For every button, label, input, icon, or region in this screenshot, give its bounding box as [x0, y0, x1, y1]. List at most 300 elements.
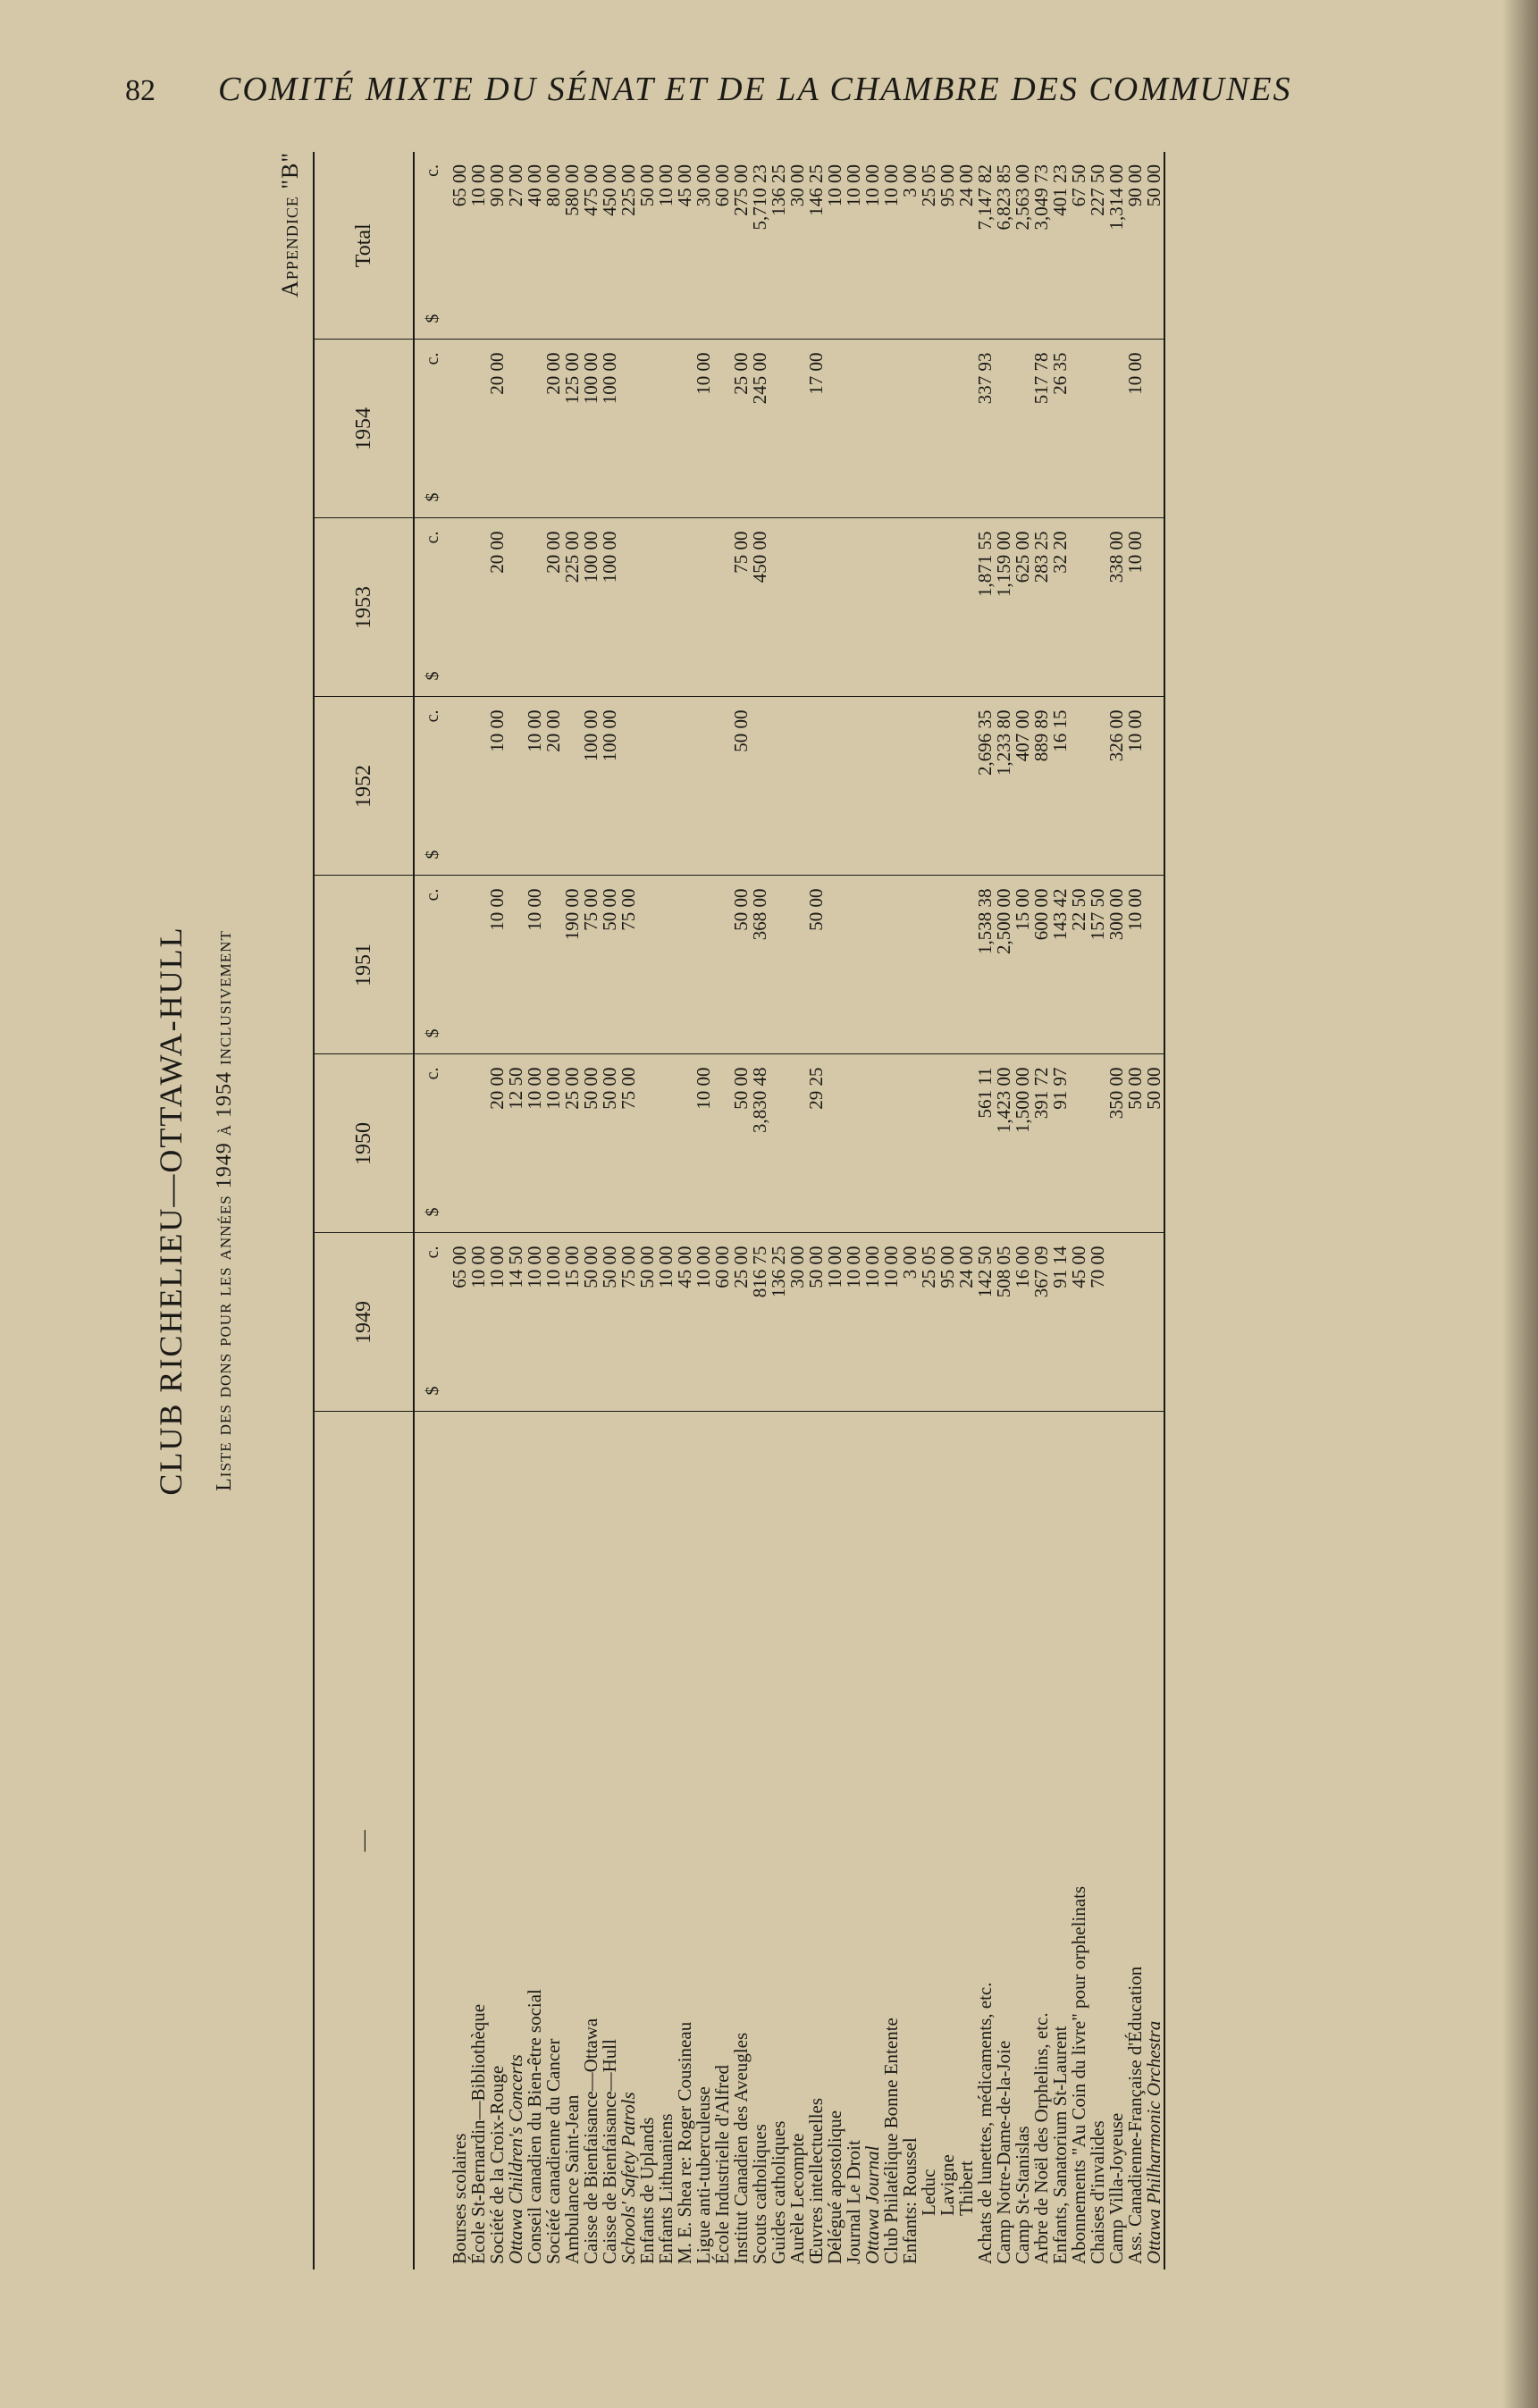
amount-cell: [863, 340, 882, 518]
amount-cell: 75 00: [619, 1054, 638, 1233]
amount-cell: 2,696 35: [976, 697, 995, 876]
amount-cell: [1145, 876, 1164, 1054]
amount-cell: 26 35: [1051, 340, 1070, 518]
units-row: [414, 152, 450, 2270]
amount-cell: 50 00: [732, 876, 751, 1054]
row-description: Société canadienne du Cancer: [542, 2038, 564, 2264]
appendix-label: Appendice "B": [277, 152, 303, 298]
amount-cell: 22 50: [1070, 876, 1088, 1054]
total-cell: 3 00: [899, 164, 920, 197]
amount-cell: [676, 518, 694, 697]
amount-cell: [657, 518, 676, 697]
amount-cell: [1070, 518, 1088, 697]
col-description: —: [314, 1412, 414, 2270]
amount-cell: [882, 518, 901, 697]
row-description: École St-Bernardin—Bibliothèque: [467, 2003, 489, 2264]
table-row: [826, 152, 845, 2270]
amount-cell: [694, 876, 713, 1054]
row-description: École Industrielle d'Alfred: [711, 2064, 733, 2264]
amount-cell: [619, 697, 638, 876]
amount-cell: 20 00: [488, 340, 507, 518]
table-row: [807, 152, 826, 2270]
amount-cell: [863, 876, 882, 1054]
amount-cell: 100 00: [582, 340, 601, 518]
row-description: Enfants Lithuaniens: [655, 2113, 677, 2264]
unit-cell: $ c.: [423, 164, 442, 323]
amount-cell: 50 00: [1145, 1054, 1164, 1233]
amount-cell: 15 00: [1013, 876, 1032, 1054]
col-total: Total: [314, 152, 414, 340]
row-description: Bourses scolaires: [449, 2133, 470, 2264]
amount-cell: [769, 1054, 788, 1233]
row-description: Aurèle Lecompte: [786, 2133, 808, 2264]
table-row: [1032, 152, 1051, 2270]
amount-cell: [845, 1054, 863, 1233]
amount-cell: 10 00: [882, 1233, 901, 1412]
amount-cell: 10 00: [525, 1054, 544, 1233]
amount-cell: 600 00: [1032, 876, 1051, 1054]
amount-cell: 338 00: [1107, 518, 1126, 697]
amount-cell: 70 00: [1088, 1233, 1107, 1412]
amount-cell: [901, 876, 920, 1054]
amount-cell: [507, 697, 525, 876]
table-row: [1051, 152, 1070, 2270]
row-description: Caisse de Bienfaisance—Hull: [599, 2039, 620, 2264]
amount-cell: 25 00: [732, 340, 751, 518]
row-description: Conseil canadien du Bien-être social: [524, 1989, 545, 2264]
amount-cell: [1070, 697, 1088, 876]
amount-cell: 283 25: [1032, 518, 1051, 697]
amount-cell: 100 00: [601, 697, 619, 876]
total-cell: 24 00: [955, 164, 977, 207]
table-row: [488, 152, 507, 2270]
total-cell: 2,563 00: [1012, 164, 1033, 231]
total-cell: 30 00: [786, 164, 808, 207]
amount-cell: [882, 697, 901, 876]
amount-cell: [1070, 1054, 1088, 1233]
table-bottom-rule: [1164, 152, 1181, 2270]
amount-cell: 50 00: [601, 1233, 619, 1412]
amount-cell: [657, 1054, 676, 1233]
total-cell: 275 00: [730, 164, 752, 216]
row-description: Ligue anti-tuberculeuse: [693, 2086, 714, 2264]
amount-cell: 350 00: [1107, 1054, 1126, 1233]
amount-cell: [525, 518, 544, 697]
col-1953: 1953: [314, 518, 414, 697]
total-cell: 580 00: [561, 164, 583, 216]
amount-cell: [957, 697, 976, 876]
table-row: [1088, 152, 1107, 2270]
table-row: [450, 152, 469, 2270]
amount-cell: 15 00: [563, 1233, 582, 1412]
amount-cell: 10 00: [544, 1233, 563, 1412]
amount-cell: [938, 518, 957, 697]
amount-cell: [1088, 1054, 1107, 1233]
amount-cell: [507, 876, 525, 1054]
amount-cell: [863, 697, 882, 876]
total-cell: 225 00: [618, 164, 639, 216]
total-cell: 475 00: [580, 164, 601, 216]
unit-cell: $ c.: [414, 697, 450, 876]
amount-cell: [1107, 1233, 1126, 1412]
amount-cell: [788, 340, 807, 518]
amount-cell: 100 00: [601, 340, 619, 518]
col-1949: 1949: [314, 1233, 414, 1412]
amount-cell: [507, 518, 525, 697]
amount-cell: [845, 518, 863, 697]
total-cell: 65 00: [449, 164, 470, 207]
amount-cell: [901, 518, 920, 697]
row-description: Camp Notre-Dame-de-la-Joie: [993, 2040, 1014, 2264]
amount-cell: 142 50: [976, 1233, 995, 1412]
amount-cell: [788, 1054, 807, 1233]
table-row: [769, 152, 788, 2270]
row-description: Ottawa Children's Concerts: [505, 2054, 526, 2264]
amount-cell: 50 00: [601, 1054, 619, 1233]
row-description: Institut Canadien des Aveugles: [730, 2032, 752, 2264]
amount-cell: 625 00: [1013, 518, 1032, 697]
amount-cell: [957, 1054, 976, 1233]
table-row: [938, 152, 957, 2270]
table-row: [563, 152, 582, 2270]
amount-cell: [676, 1054, 694, 1233]
amount-cell: 75 00: [732, 518, 751, 697]
amount-cell: [619, 340, 638, 518]
amount-cell: [469, 518, 488, 697]
amount-cell: 25 00: [563, 1054, 582, 1233]
amount-cell: 10 00: [525, 876, 544, 1054]
amount-cell: 561 11: [976, 1054, 995, 1233]
unit-cell: $ c.: [414, 1054, 450, 1233]
amount-cell: [1145, 518, 1164, 697]
amount-cell: [826, 1054, 845, 1233]
amount-cell: 300 00: [1107, 876, 1126, 1054]
total-cell: 10 00: [655, 164, 677, 207]
running-title: COMITÉ MIXTE DU SÉNAT ET DE LA CHAMBRE DES COMMUNES: [218, 71, 1292, 108]
table-row: [995, 152, 1013, 2270]
amount-cell: [638, 1054, 657, 1233]
amount-cell: [525, 340, 544, 518]
amount-cell: 20 00: [488, 1054, 507, 1233]
total-cell: 50 00: [1143, 164, 1164, 207]
total-cell: 30 00: [693, 164, 714, 207]
amount-cell: [920, 340, 938, 518]
amount-cell: 45 00: [1070, 1233, 1088, 1412]
row-description: Œuvres intellectuelles: [805, 2097, 827, 2264]
table-row: [1013, 152, 1032, 2270]
binding-edge: [1502, 0, 1538, 2408]
amount-cell: [788, 876, 807, 1054]
table-row: [525, 152, 544, 2270]
total-cell: 90 00: [1124, 164, 1146, 207]
amount-cell: 20 00: [488, 518, 507, 697]
amount-cell: 3 00: [901, 1233, 920, 1412]
amount-cell: [694, 518, 713, 697]
total-cell: 136 25: [768, 164, 789, 216]
amount-cell: [713, 340, 732, 518]
amount-cell: 10 00: [863, 1233, 882, 1412]
table-row: [882, 152, 901, 2270]
amount-cell: 10 00: [657, 1233, 676, 1412]
amount-cell: 17 00: [807, 340, 826, 518]
table-row: [694, 152, 713, 2270]
amount-cell: 225 00: [563, 518, 582, 697]
total-cell: 1,314 00: [1105, 164, 1127, 231]
amount-cell: [713, 518, 732, 697]
row-description: Ambulance Saint-Jean: [561, 2094, 583, 2264]
amount-cell: [1145, 697, 1164, 876]
amount-cell: [694, 697, 713, 876]
amount-cell: 517 78: [1032, 340, 1051, 518]
amount-cell: [826, 518, 845, 697]
amount-cell: [657, 340, 676, 518]
total-cell: 27 00: [505, 164, 526, 207]
amount-cell: 125 00: [563, 340, 582, 518]
club-title: CLUB RICHELIEU—OTTAWA-HULL: [153, 926, 189, 1496]
row-description: Leduc: [918, 2169, 939, 2216]
amount-cell: [638, 518, 657, 697]
col-1950: 1950: [314, 1054, 414, 1233]
amount-cell: 391 72: [1032, 1054, 1051, 1233]
amount-cell: [507, 340, 525, 518]
amount-cell: [1145, 1233, 1164, 1412]
amount-cell: 50 00: [582, 1054, 601, 1233]
table-row: [976, 152, 995, 2270]
amount-cell: 91 97: [1051, 1054, 1070, 1233]
total-cell: 5,710 23: [749, 164, 770, 231]
amount-cell: 25 05: [920, 1233, 938, 1412]
amount-cell: 20 00: [544, 697, 563, 876]
amount-cell: 143 42: [1051, 876, 1070, 1054]
amount-cell: 100 00: [582, 518, 601, 697]
header-row: [314, 152, 414, 2270]
table-row: [732, 152, 751, 2270]
amount-cell: [863, 518, 882, 697]
amount-cell: 50 00: [1126, 1054, 1145, 1233]
amount-cell: 60 00: [713, 1233, 732, 1412]
total-cell: 95 00: [937, 164, 958, 207]
amount-cell: 100 00: [582, 697, 601, 876]
amount-cell: [676, 697, 694, 876]
amount-cell: [469, 1054, 488, 1233]
total-cell: 50 00: [636, 164, 658, 207]
unit-cell: $ c.: [414, 1233, 450, 1412]
amount-cell: 10 00: [826, 1233, 845, 1412]
table-row: [544, 152, 563, 2270]
row-description: Abonnements "Au Coin du livre" pour orphelinats: [1068, 1885, 1089, 2264]
total-cell: 10 00: [880, 164, 902, 207]
row-description: Schools' Safety Patrols: [618, 2092, 639, 2264]
row-description: Chaises d'invalides: [1087, 2120, 1108, 2264]
amount-cell: [1070, 340, 1088, 518]
amount-cell: [769, 697, 788, 876]
table-row: [751, 152, 769, 2270]
row-description: Lavigne: [937, 2154, 958, 2216]
amount-cell: 10 00: [488, 876, 507, 1054]
table-row: [676, 152, 694, 2270]
amount-cell: 508 05: [995, 1233, 1013, 1412]
page-header: [125, 70, 1394, 123]
amount-cell: [845, 697, 863, 876]
table-row: [638, 152, 657, 2270]
amount-cell: 50 00: [732, 1054, 751, 1233]
row-description: Ottawa Philharmonic Orchestra: [1143, 2020, 1164, 2264]
amount-cell: [901, 697, 920, 876]
rotated-table-block: [134, 152, 1403, 2270]
amount-cell: [450, 518, 469, 697]
row-description: Ass. Canadienne-Française d'Éducation: [1124, 1966, 1146, 2264]
table-row: [957, 152, 976, 2270]
amount-cell: [563, 697, 582, 876]
amount-cell: 100 00: [601, 518, 619, 697]
amount-cell: [1145, 340, 1164, 518]
amount-cell: 245 00: [751, 340, 769, 518]
col-1951: 1951: [314, 876, 414, 1054]
donations-table: [313, 152, 1181, 2270]
amount-cell: 10 00: [488, 1233, 507, 1412]
total-cell: 25 05: [918, 164, 939, 207]
row-description: Société de la Croix-Rouge: [486, 2065, 508, 2264]
amount-cell: [657, 697, 676, 876]
amount-cell: 32 20: [1051, 518, 1070, 697]
unit-cell: $ c.: [414, 876, 450, 1054]
amount-cell: 75 00: [619, 1233, 638, 1412]
amount-cell: 889 89: [1032, 697, 1051, 876]
amount-cell: [619, 518, 638, 697]
row-description: Délégué apostolique: [824, 2110, 845, 2264]
amount-cell: [713, 876, 732, 1054]
amount-cell: 12 50: [507, 1054, 525, 1233]
amount-cell: 1,538 38: [976, 876, 995, 1054]
unit-cell: $ c.: [414, 518, 450, 697]
amount-cell: 75 00: [582, 876, 601, 1054]
amount-cell: [901, 340, 920, 518]
table-row: [920, 152, 938, 2270]
amount-cell: 10 00: [544, 1054, 563, 1233]
amount-cell: 10 00: [1126, 876, 1145, 1054]
amount-cell: 407 00: [1013, 697, 1032, 876]
amount-cell: [450, 697, 469, 876]
amount-cell: 20 00: [544, 340, 563, 518]
amount-cell: [676, 876, 694, 1054]
total-cell: 80 00: [542, 164, 564, 207]
amount-cell: 1,233 80: [995, 697, 1013, 876]
amount-cell: [450, 340, 469, 518]
total-cell: 10 00: [861, 164, 883, 207]
table-row: [845, 152, 863, 2270]
amount-cell: [938, 340, 957, 518]
amount-cell: [1013, 340, 1032, 518]
amount-cell: [638, 340, 657, 518]
amount-cell: [769, 876, 788, 1054]
amount-cell: 326 00: [1107, 697, 1126, 876]
table-row: [469, 152, 488, 2270]
unit-cell: $ c.: [414, 340, 450, 518]
total-cell: 45 00: [674, 164, 695, 207]
total-cell: 60 00: [711, 164, 733, 207]
row-description: Camp St-Stanislas: [1012, 2126, 1033, 2264]
amount-cell: 10 00: [525, 1233, 544, 1412]
amount-cell: 16 00: [1013, 1233, 1032, 1412]
amount-cell: [788, 518, 807, 697]
amount-cell: [995, 340, 1013, 518]
total-cell: 10 00: [824, 164, 845, 207]
amount-cell: [638, 876, 657, 1054]
amount-cell: [920, 1054, 938, 1233]
amount-cell: [845, 876, 863, 1054]
amount-cell: [920, 876, 938, 1054]
row-description: M. E. Shea re: Roger Cousineau: [674, 2021, 695, 2264]
amount-cell: 50 00: [732, 697, 751, 876]
amount-cell: [1107, 340, 1126, 518]
amount-cell: 14 50: [507, 1233, 525, 1412]
amount-cell: 95 00: [938, 1233, 957, 1412]
table-row: [1107, 152, 1126, 2270]
table-row: [901, 152, 920, 2270]
row-description: Journal Le Droit: [843, 2140, 864, 2264]
amount-cell: 10 00: [694, 1233, 713, 1412]
amount-cell: 10 00: [525, 697, 544, 876]
row-description: Thibert: [955, 2160, 977, 2216]
amount-cell: 10 00: [1126, 340, 1145, 518]
col-1954: 1954: [314, 340, 414, 518]
amount-cell: 24 00: [957, 1233, 976, 1412]
amount-cell: [920, 518, 938, 697]
row-description: Ottawa Journal: [861, 2145, 883, 2264]
table-row: [657, 152, 676, 2270]
page-number: 82: [125, 74, 155, 107]
table-row: [863, 152, 882, 2270]
amount-cell: [469, 340, 488, 518]
total-cell: 10 00: [467, 164, 489, 207]
amount-cell: 50 00: [638, 1233, 657, 1412]
amount-cell: [826, 697, 845, 876]
row-description: Achats de lunettes, médicaments, etc.: [974, 1982, 996, 2264]
total-cell: 227 50: [1087, 164, 1108, 216]
amount-cell: 16 15: [1051, 697, 1070, 876]
total-cell: 146 25: [805, 164, 827, 216]
row-description: Camp Villa-Joyeuse: [1105, 2112, 1127, 2264]
amount-cell: [1088, 697, 1107, 876]
row-description: Guides catholiques: [768, 2120, 789, 2264]
amount-cell: [807, 697, 826, 876]
total-cell: 3,049 73: [1030, 164, 1052, 231]
amount-cell: 45 00: [676, 1233, 694, 1412]
table-subtitle: Liste des dons pour les années 1949 à 1954 inclusivement: [213, 930, 236, 1491]
amount-cell: [469, 697, 488, 876]
amount-cell: [450, 1054, 469, 1233]
amount-cell: [676, 340, 694, 518]
table-row: [1126, 152, 1145, 2270]
table-row: [582, 152, 601, 2270]
amount-cell: 1,159 00: [995, 518, 1013, 697]
amount-cell: [713, 697, 732, 876]
table-row: [1145, 152, 1164, 2270]
amount-cell: 2,500 00: [995, 876, 1013, 1054]
amount-cell: 30 00: [788, 1233, 807, 1412]
amount-cell: [957, 876, 976, 1054]
amount-cell: 50 00: [582, 1233, 601, 1412]
amount-cell: [769, 340, 788, 518]
amount-cell: 25 00: [732, 1233, 751, 1412]
amount-cell: 10 00: [1126, 518, 1145, 697]
table-row: [788, 152, 807, 2270]
amount-cell: 367 09: [1032, 1233, 1051, 1412]
amount-cell: 816 75: [751, 1233, 769, 1412]
amount-cell: [938, 1054, 957, 1233]
amount-cell: 50 00: [807, 876, 826, 1054]
row-description: Club Philatélique Bonne Entente: [880, 2018, 902, 2264]
